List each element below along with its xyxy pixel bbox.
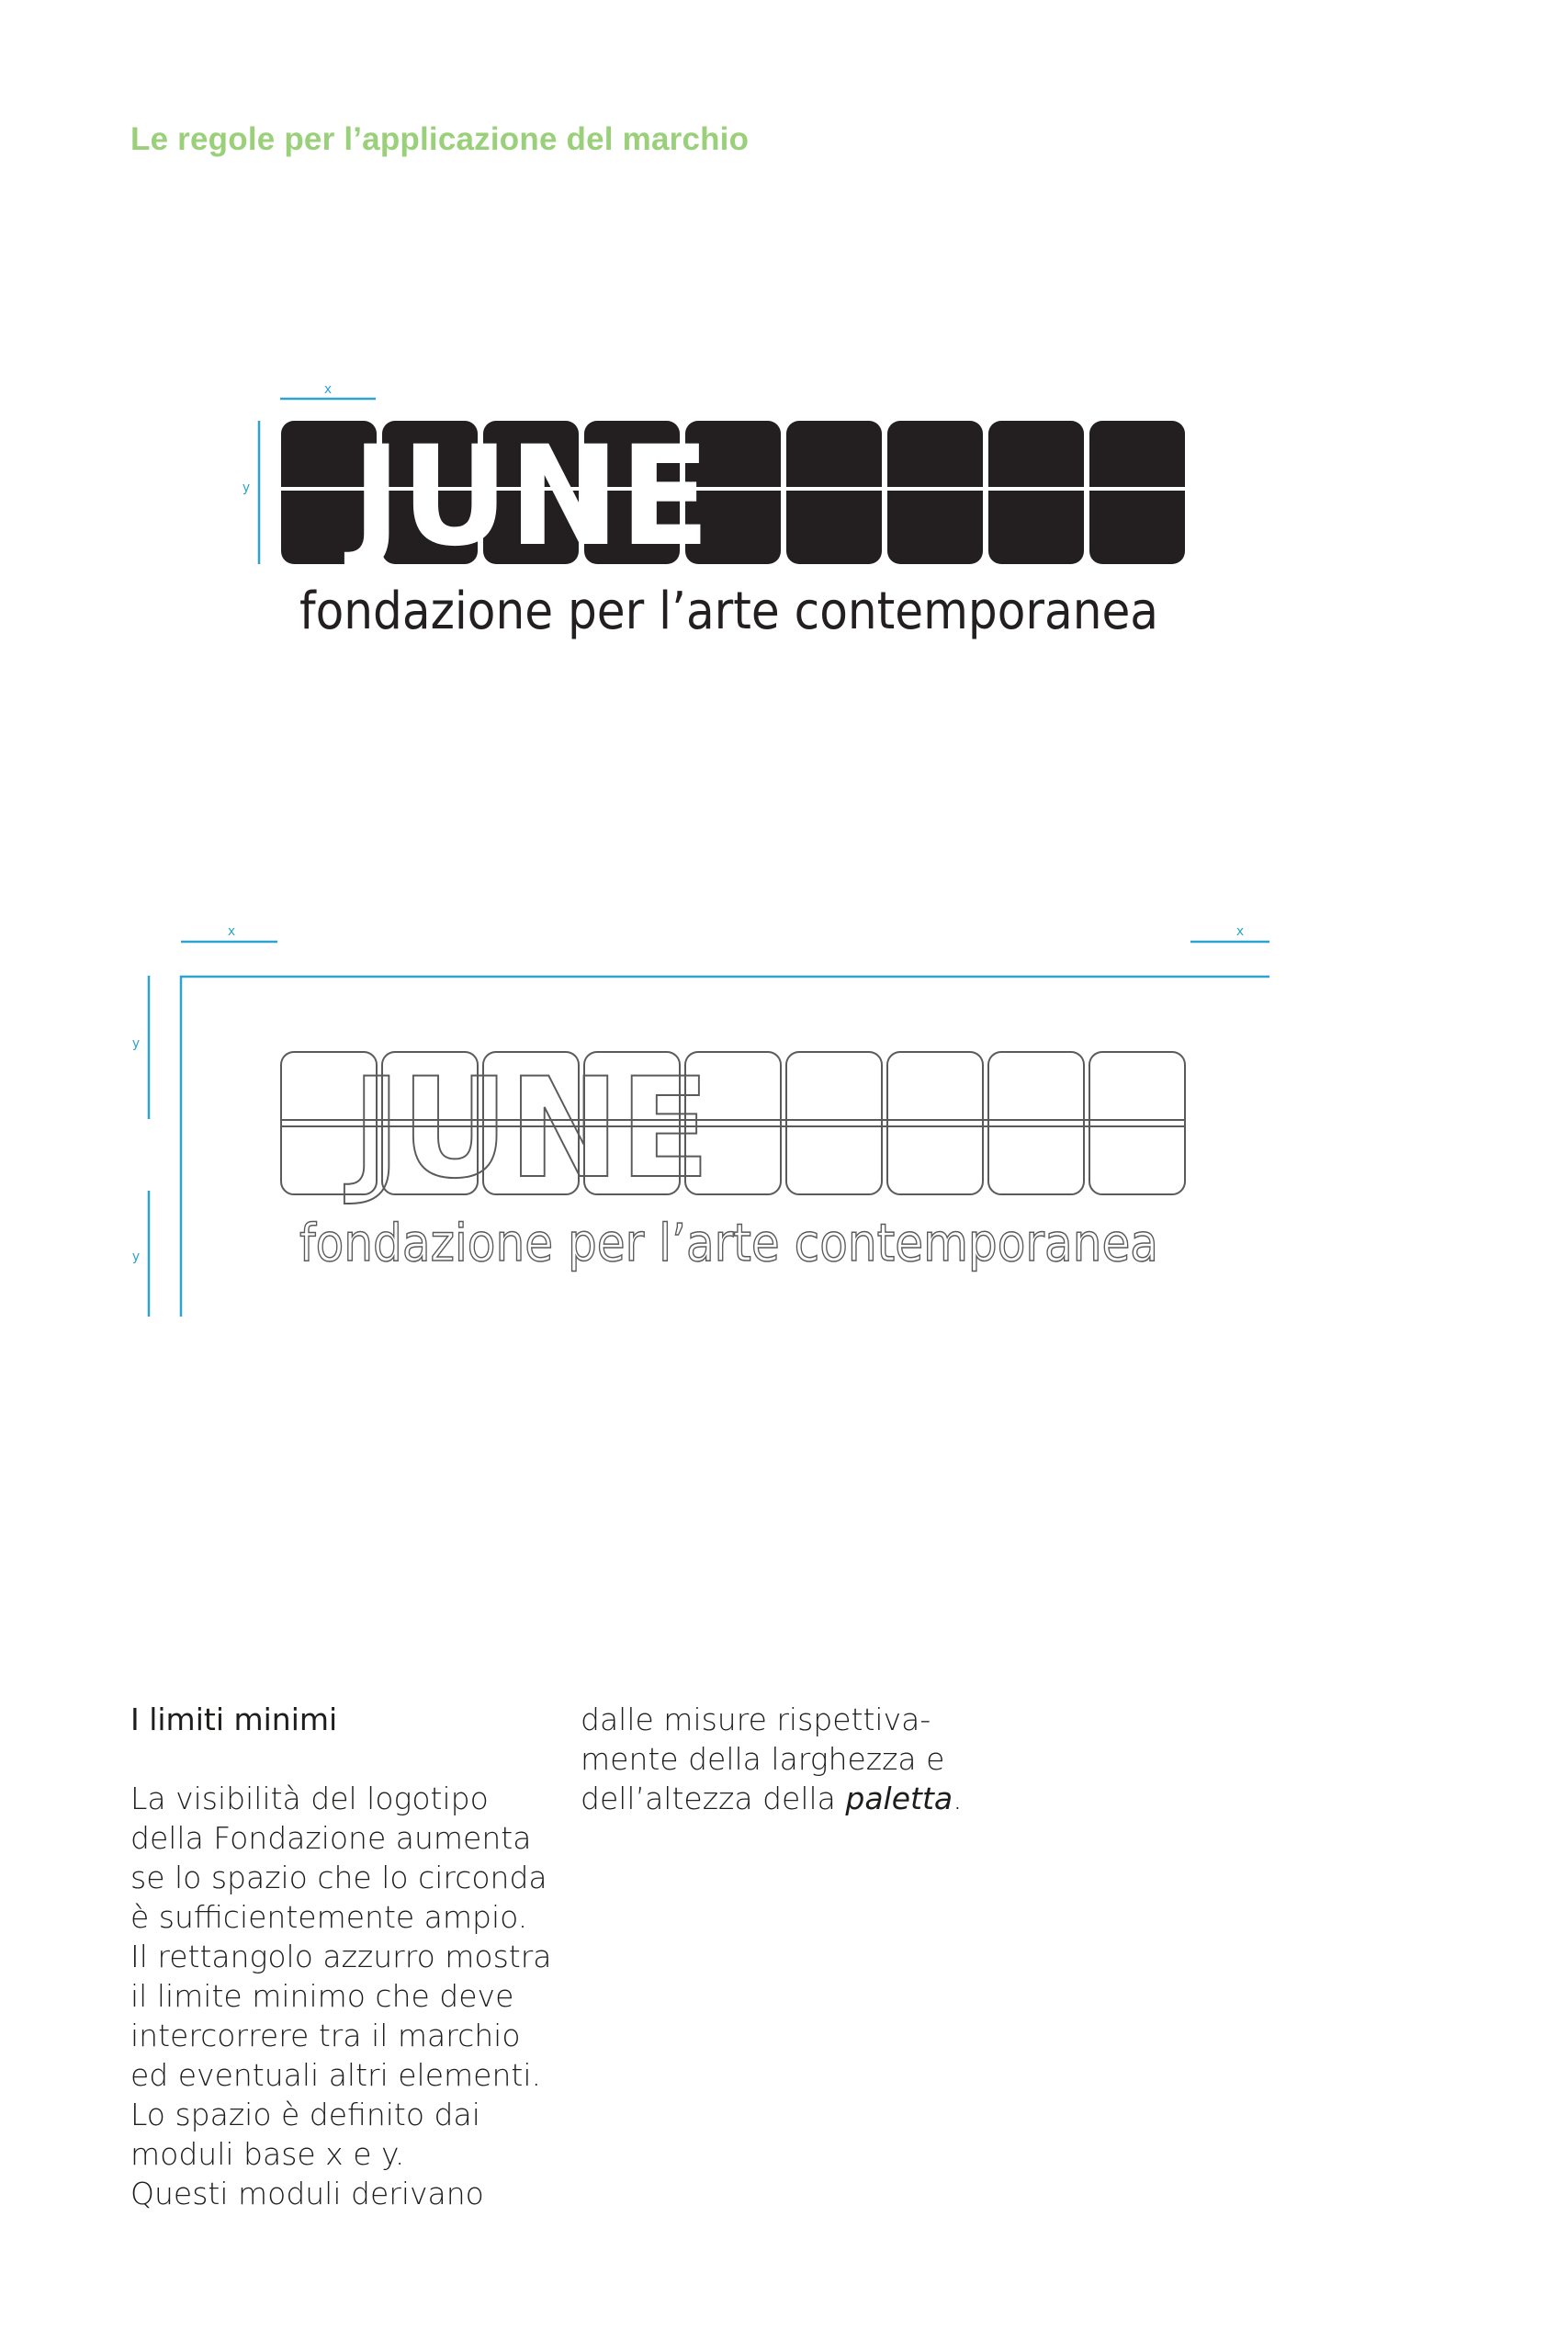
logo-outline-wordmark: JUNE <box>344 1049 710 1209</box>
body-column-2 <box>581 1700 1012 1818</box>
body-paragraph-2-tail: . <box>953 1781 963 1816</box>
page-heading: Le regole per l’applicazione del marchio <box>130 121 750 157</box>
body-paragraph-2-lead: dalle misure rispettiva- mente della larghezza e dell’altezza della <box>581 1702 945 1816</box>
y-module-label-bottom: y <box>131 1250 141 1264</box>
x-module-label: x <box>323 382 333 397</box>
logo-wordmark: JUNE <box>344 417 710 577</box>
body-paragraph-1: La visibilità del logotipo della Fondazione aumenta se lo spazio che lo circonda è sufficientemente ampio. Il rettangolo azzurro mostra il limite minimo che deve intercorrere tra il marchio ed eventuali altri elementi. Lo spazio è definito dai moduli base x e y. Questi moduli derivano <box>130 1781 552 2211</box>
body-column-1 <box>130 1700 562 2213</box>
body-paragraph-2 <box>581 1700 1012 1818</box>
logo-tagline: fondazione per l’arte contemporanea <box>299 582 1158 641</box>
body-paragraph-2-emphasis: paletta <box>845 1781 953 1816</box>
section-title: I limiti minimi <box>130 1702 338 1737</box>
y-module-label: y <box>242 481 251 495</box>
logo-outline-tagline: fondazione per l’arte contemporanea <box>299 1214 1158 1273</box>
x-module-label-right: x <box>1235 924 1245 939</box>
x-module-label-left: x <box>227 924 236 939</box>
y-module-label-top: y <box>131 1036 141 1051</box>
